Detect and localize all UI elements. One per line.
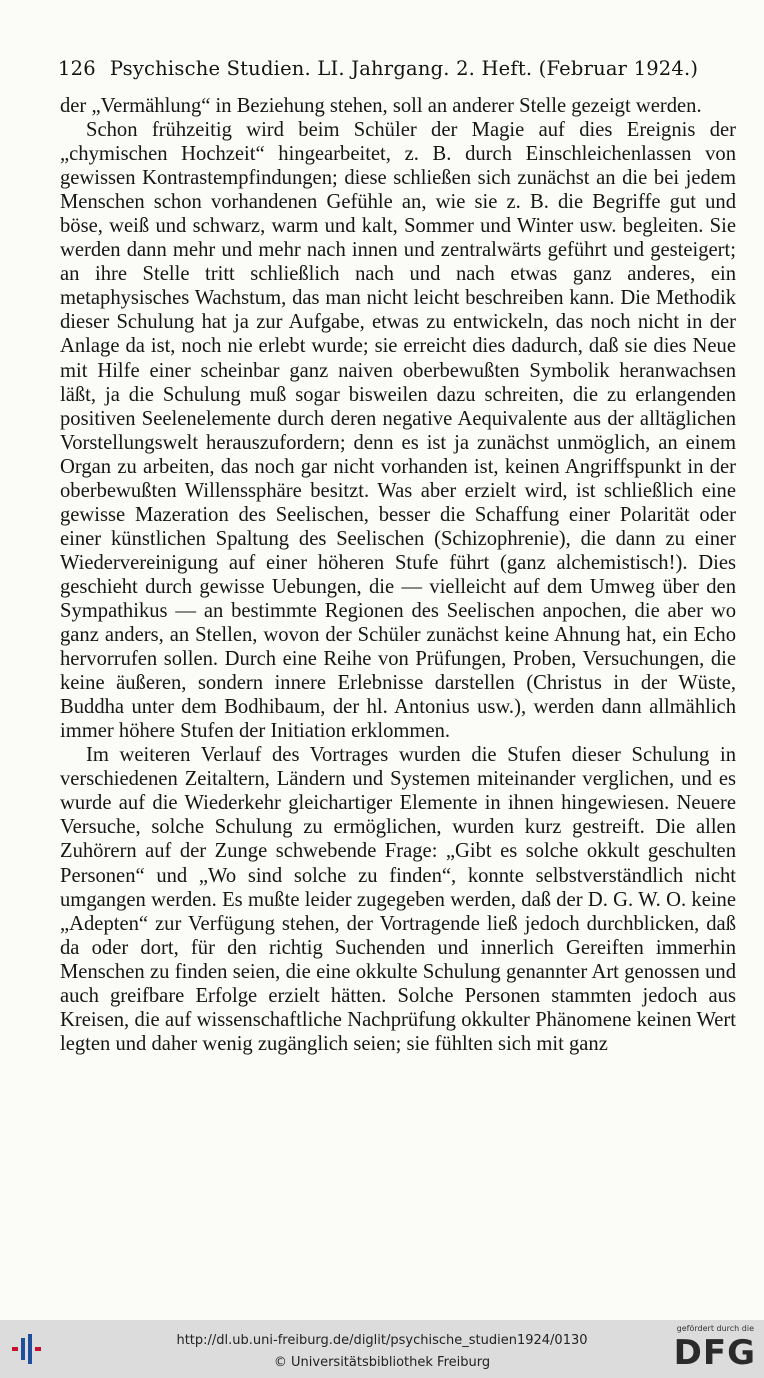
running-title: Psychische Studien. LI. Jahrgang. 2. Heft. (Februar 1924.) [109, 57, 699, 80]
dfg-logo-icon: DFG [673, 1333, 756, 1373]
paragraph-magic-schooling: Schon frühzeitig wird beim Schüler der Magie auf dies Ereignis der „chymischen Hochzeit“ hingearbeitet, z. B. durch Einschleichenlassen von gewissen Kontrastempfindungen; diese schließen sich zunächst an die bei jedem Menschen schon vorhandenen Gefühle an, wie sie z. B. die Begriffe gut und böse, weiß und schwarz, warm und kalt, Sommer und Winter usw. begleiten. Sie werden dann mehr und mehr nach innen und zentralwärts geführt und gesteigert; an ihre Stelle tritt schließlich nach und nach etwas ganz anderes, ein metaphysisches Wachstum, das man nicht leicht beschreiben kann. Die Methodik dieser Schulung hat ja zur Aufgabe, etwas zu entwickeln, das noch nicht in der Anlage da ist, noch nie erlebt wurde; sie erreicht dies dadurch, daß sie dies Neue mit Hilfe einer scheinbar ganz naiven oberbewußten Symbolik heranwachsen läßt, ja die Schulung muß sogar bisweilen dazu schreiten, die zu erlangenden positiven Seelenelemente durch deren negative Aequivalente aus der alltäglichen Vorstellungswelt herauszufordern; denn es ist ja zunächst unmöglich, an einem Organ zu arbeiten, das noch gar nicht vorhanden ist, keinen Angriffspunkt in der oberbewußten Willenssphäre besitzt. Was aber erzielt wird, ist schließlich eine gewisse Mazeration des Seelischen, besser die Schaffung einer Polarität oder einer künstlichen Spaltung des Seelischen (Schizophrenie), die dann zu einer Wiedervereinigung auf einer höheren Stufe führt (ganz alchemistisch!). Dies geschieht durch gewisse Uebungen, die — vielleicht auf dem Umweg über den Sympathikus — an bestimmte Regionen des Seelischen anpochen, die aber wo ganz anders, an Stellen, wovon der Schüler zunächst keine Ahnung hat, ein Echo hervorrufen sollen. Durch eine Reihe von Prüfungen, Proben, Versuchungen, die keine äußeren, sondern innere Erlebnisse darstellen (Christus in der Wüste, Buddha unter dem Bodhibaum, der hl. Antonius usw.), werden dann allmählich immer höhere Stufen der Initiation erklommen. [60, 119, 736, 743]
funding-note: gefördert durch die [676, 1324, 754, 1333]
copyright-notice: © Universitätsbibliothek Freiburg [273, 1355, 491, 1370]
running-header [58, 57, 738, 80]
body-text [60, 94, 736, 1056]
paragraph-continuation: der „Vermählung“ in Beziehung stehen, soll an anderer Stelle gezeigt werden. [60, 95, 702, 117]
source-url-link[interactable]: http://dl.ub.uni-freiburg.de/diglit/psychische_studien1924/0130 [176, 1333, 588, 1348]
digitization-footer [0, 1320, 764, 1378]
page-number: 126 [58, 57, 96, 80]
paragraph-lecture-course: Im weiteren Verlauf des Vortrages wurden die Stufen dieser Schulung in verschiedenen Zeitaltern, Ländern und Systemen miteinander verglichen, und es wurde auf die Wiederkehr gleichartiger Elemente in ihnen hingewiesen. Neuere Versuche, solche Schulung zu ermöglichen, wurden kurz gestreift. Die allen Zuhörern auf der Zunge schwebende Frage: „Gibt es solche okkult geschulten Personen“ und „Wo sind solche zu finden“, konnte selbstverständlich nicht umgangen werden. Es mußte leider zugegeben werden, daß der D. G. W. O. keine „Adepten“ zur Verfügung stehen, der Vortragende ließ jedoch durchblicken, daß da oder dort, für den richtig Suchenden und innerlich Gereiften immerhin Menschen zu finden seien, die eine okkulte Schulung genannter Art genossen und auch greifbare Erfolge erzielt hätten. Solche Personen stammten jedoch aus Kreisen, die auf wissenschaftliche Nachprüfung okkulter Phänomene keinen Wert legten und daher wenig zugänglich seien; sie fühlten sich mit ganz [60, 744, 736, 1055]
